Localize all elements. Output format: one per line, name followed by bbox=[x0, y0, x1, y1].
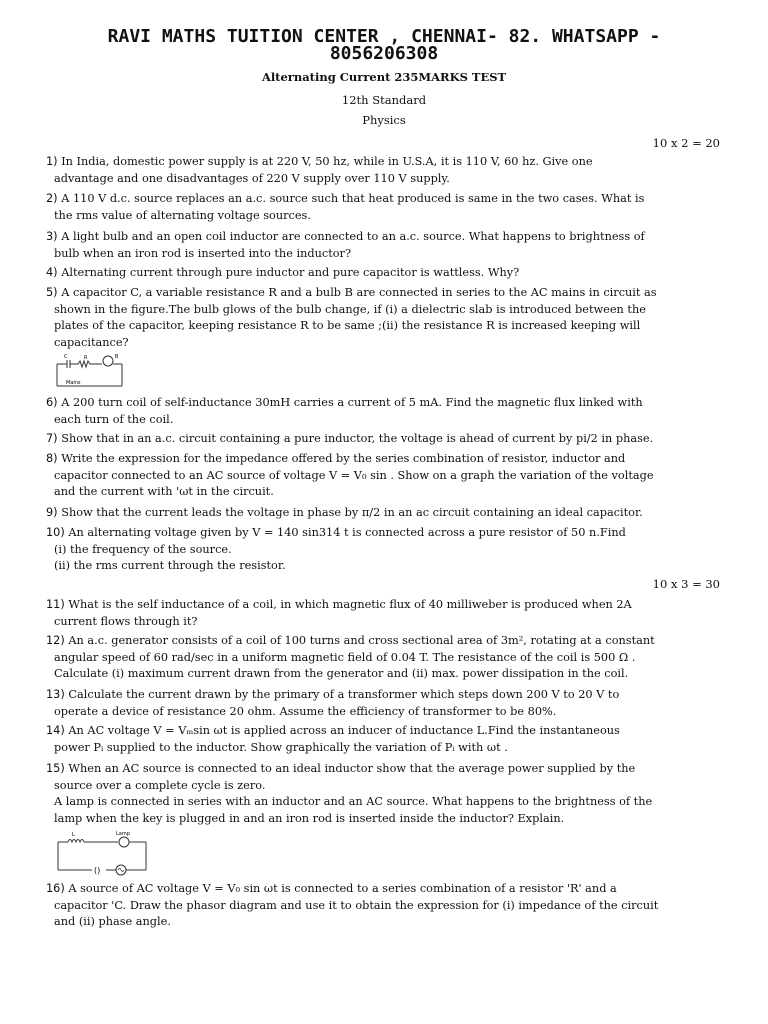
bulb-symbol bbox=[103, 356, 113, 366]
question-number: 11) bbox=[46, 598, 65, 611]
circuit-label: Lamp bbox=[116, 831, 130, 837]
question-text: (ii) the rms current through the resistor. bbox=[54, 559, 286, 573]
question-text: capacitance? bbox=[54, 335, 129, 349]
title-line-1: RAVI MATHS TUITION CENTER , CHENNAI- 82. WHATSAPP - bbox=[107, 26, 661, 47]
question-text: A 110 V d.c. source replaces an a.c. source such that heat produced is same in the two cases. What is bbox=[61, 192, 645, 205]
question-text: operate a device of resistance 20 ohm. Assume the efficiency of transformer to be 80%. bbox=[54, 704, 557, 718]
title-line-2: 8056206308 bbox=[329, 43, 439, 64]
question-text: each turn of the coil. bbox=[54, 412, 174, 426]
question-number: 1) bbox=[46, 155, 58, 168]
question bbox=[46, 451, 722, 501]
question-text: and the current with 'ωt in the circuit. bbox=[54, 485, 274, 499]
question-text: Show that the current leads the voltage in phase by π/2 in an ac circuit containing an ideal capacitor. bbox=[61, 506, 643, 519]
question-text: Calculate the current drawn by the primary of a transformer which steps down 200 V to 20 V to bbox=[68, 688, 620, 701]
question-text: current flows through it? bbox=[54, 614, 198, 628]
question-text: What is the self inductance of a coil, in which magnetic flux of 40 milliweber is produced when 2A bbox=[68, 598, 632, 611]
question bbox=[46, 191, 722, 224]
question bbox=[46, 505, 722, 522]
circuit-label: C bbox=[64, 354, 68, 360]
question-number: 10) bbox=[46, 526, 65, 539]
section-marks: 10 x 3 = 30 bbox=[652, 577, 720, 591]
question bbox=[46, 761, 722, 827]
question-number: 8) bbox=[46, 452, 58, 465]
lamp-symbol bbox=[119, 837, 129, 847]
question-text: plates of the capacitor, keeping resistance R to be same ;(ii) the resistance R is increased keeping will bbox=[54, 319, 641, 333]
page-title bbox=[60, 28, 708, 62]
question-text: shown in the figure.The bulb glows of the bulb change, if (i) a dielectric slab is introduced between the bbox=[54, 302, 646, 316]
question-text: (i) the frequency of the source. bbox=[54, 542, 232, 556]
question bbox=[46, 723, 722, 756]
question-text: A light bulb and an open coil inductor are connected to an a.c. source. What happens to brightness of bbox=[61, 230, 645, 243]
question-number: 5) bbox=[46, 286, 58, 299]
question bbox=[46, 431, 722, 448]
question-number: 7) bbox=[46, 432, 58, 445]
section-marks: 10 x 2 = 20 bbox=[652, 136, 720, 150]
question-number: 4) bbox=[46, 266, 58, 279]
question-number: 15) bbox=[46, 762, 65, 775]
standard: 12th Standard bbox=[341, 93, 427, 107]
question-text: In India, domestic power supply is at 220 V, 50 hz, while in U.S.A, it is 110 V, 60 hz. Give one bbox=[61, 155, 593, 168]
question-number: 2) bbox=[46, 192, 58, 205]
question-text: A source of AC voltage V = V₀ sin ωt is connected to a series combination of a resistor 'R' and a bbox=[68, 882, 617, 895]
question bbox=[46, 154, 722, 187]
question-text: An alternating voltage given by V = 140 sin314 t is connected across a pure resistor of 50 n.Find bbox=[68, 526, 626, 539]
question-text: A 200 turn coil of self-inductance 30mH carries a current of 5 mA. Find the magnetic flux linked with bbox=[61, 396, 643, 409]
circuit-label: R bbox=[84, 355, 88, 361]
question bbox=[46, 597, 722, 630]
test-name: Alternating Current 235MARKS TEST bbox=[261, 70, 507, 84]
key-symbol: () bbox=[94, 866, 101, 875]
question-text: power Pᵢ supplied to the inductor. Show graphically the variation of Pᵢ with ωt . bbox=[54, 740, 508, 754]
question-text: the rms value of alternating voltage sources. bbox=[54, 208, 311, 222]
question-text: Write the expression for the impedance offered by the series combination of resistor, inductor and bbox=[61, 452, 626, 465]
subject: Physics bbox=[362, 113, 406, 127]
question-text: Show that in an a.c. circuit containing a pure inductor, the voltage is ahead of current by pi/2 in phase. bbox=[61, 432, 654, 445]
circuit-label: B bbox=[115, 354, 119, 360]
question-text: A capacitor C, a variable resistance R and a bulb B are connected in series to the AC mains in circuit as bbox=[61, 286, 657, 299]
question bbox=[46, 265, 722, 282]
resistor-symbol bbox=[70, 361, 102, 367]
question-number: 16) bbox=[46, 882, 65, 895]
question-text: source over a complete cycle is zero. bbox=[54, 778, 266, 792]
circuit-label: Mains bbox=[66, 380, 81, 386]
q15-circuit-diagram bbox=[54, 830, 150, 878]
question-text: angular speed of 60 rad/sec in a uniform magnetic field of 0.04 T. The resistance of the coil is 500 Ω . bbox=[54, 650, 636, 664]
question bbox=[46, 285, 722, 351]
question bbox=[46, 633, 722, 683]
question-text: and (ii) phase angle. bbox=[54, 915, 171, 929]
question-text: Calculate (i) maximum current drawn from the generator and (ii) max. power dissipation in the coil. bbox=[54, 667, 629, 681]
question-text: An AC voltage V = Vₘsin ωt is applied across an inducer of inductance L.Find the instantaneous bbox=[68, 724, 620, 737]
question bbox=[46, 881, 722, 931]
ac-wave-icon bbox=[118, 869, 124, 872]
question-number: 3) bbox=[46, 230, 58, 243]
question-text: capacitor connected to an AC source of voltage V = V₀ sin . Show on a graph the variation of the voltage bbox=[54, 468, 654, 482]
circuit-label: L bbox=[72, 832, 75, 838]
question-text: When an AC source is connected to an ideal inductor show that the average power supplied by the bbox=[68, 762, 636, 775]
question-number: 9) bbox=[46, 506, 58, 519]
q5-circuit-diagram bbox=[54, 352, 126, 390]
question-text: An a.c. generator consists of a coil of 100 turns and cross sectional area of 3m², rotating at a constant bbox=[68, 634, 655, 647]
question bbox=[46, 525, 722, 575]
question-text: bulb when an iron rod is inserted into the inductor? bbox=[54, 246, 352, 260]
question-text: A lamp is connected in series with an inductor and an AC source. What happens to the brightness of the bbox=[54, 795, 653, 809]
question-text: capacitor 'C. Draw the phasor diagram and use it to obtain the expression for (i) impedance of the circuit bbox=[54, 898, 659, 912]
question-text: Alternating current through pure inductor and pure capacitor is wattless. Why? bbox=[61, 266, 520, 279]
question bbox=[46, 687, 722, 720]
question-text: lamp when the key is plugged in and an iron rod is inserted inside the inductor? Explain. bbox=[54, 811, 565, 825]
question bbox=[46, 229, 722, 262]
question bbox=[46, 395, 722, 428]
question-number: 14) bbox=[46, 724, 65, 737]
question-text: advantage and one disadvantages of 220 V supply over 110 V supply. bbox=[54, 171, 450, 185]
question-number: 6) bbox=[46, 396, 58, 409]
question-number: 12) bbox=[46, 634, 65, 647]
inductor-symbol bbox=[68, 840, 84, 843]
question-number: 13) bbox=[46, 688, 65, 701]
